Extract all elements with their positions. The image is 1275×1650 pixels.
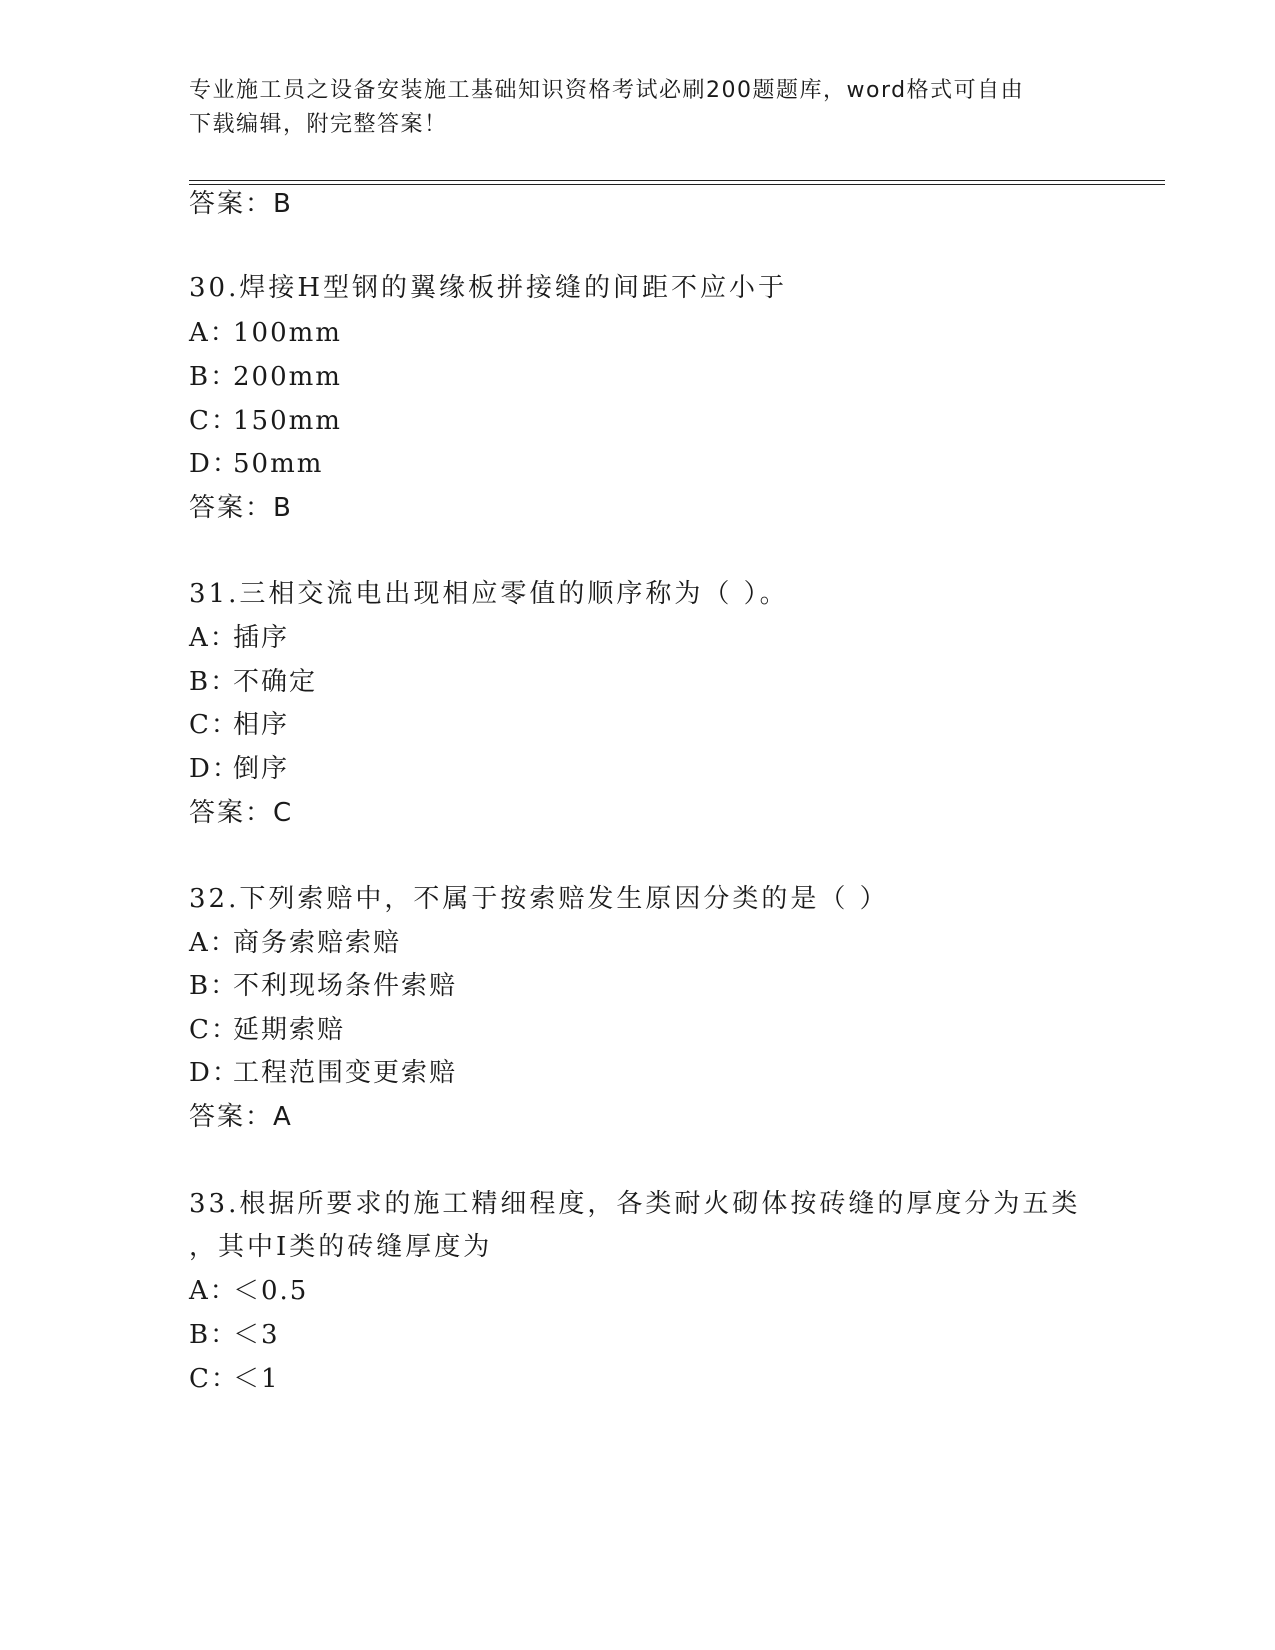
question-31-option-c: [189, 709, 289, 741]
question-31-option-a: [189, 622, 289, 654]
option-text: 延期索赔: [233, 1015, 346, 1045]
option-text: ＜3: [233, 1320, 280, 1350]
header-line-2: 下载编辑，附完整答案！: [189, 112, 448, 137]
option-text: 不确定: [233, 667, 318, 697]
question-32-option-c: [189, 1014, 345, 1046]
option-key: D：: [189, 754, 240, 784]
question-33-line-1: 33.根据所要求的施工精细程度，各类耐火砌体按砖缝的厚度分为五类: [189, 1189, 1081, 1219]
option-key: C：: [189, 406, 239, 436]
question-30-answer: 答案：B: [189, 493, 293, 523]
option-key: D：: [189, 1058, 240, 1088]
question-31-option-d: [189, 753, 289, 785]
question-32-option-b: [189, 970, 457, 1002]
option-text: 相序: [233, 710, 290, 740]
question-31-answer: 答案：C: [189, 798, 294, 828]
question-30-option-a: [189, 317, 342, 349]
question-33-option-c: [189, 1363, 280, 1395]
question-33-option-a: [189, 1275, 308, 1307]
question-33: [189, 1188, 1089, 1263]
question-32-answer: 答案：A: [189, 1102, 293, 1132]
header-divider: [189, 180, 1165, 185]
option-text: 100mm: [233, 318, 342, 348]
option-text: 插序: [233, 623, 290, 653]
option-key: D：: [189, 449, 240, 479]
option-key: B：: [189, 667, 239, 697]
option-key: A：: [189, 623, 238, 653]
option-key: B：: [189, 362, 239, 392]
question-30: 30.焊接H型钢的翼缘板拼接缝的间距不应小于: [189, 273, 788, 303]
option-text: 50mm: [233, 449, 324, 479]
option-key: C：: [189, 1364, 239, 1394]
option-text: ＜1: [233, 1364, 280, 1394]
question-33-line-2: ，其中Ⅰ类的砖缝厚度为: [189, 1232, 493, 1262]
option-text: 150mm: [233, 406, 342, 436]
question-32: 32.下列索赔中，不属于按索赔发生原因分类的是（ ）: [189, 884, 889, 914]
option-text: 倒序: [233, 754, 290, 784]
previous-answer: 答案：B: [189, 189, 293, 219]
header-line-1: 专业施工员之设备安装施工基础知识资格考试必刷200题题库，word格式可自由: [189, 78, 1025, 103]
option-key: A：: [189, 928, 238, 958]
question-31: 31.三相交流电出现相应零值的顺序称为（ ）。: [189, 579, 789, 609]
option-key: B：: [189, 1320, 239, 1350]
option-key: C：: [189, 710, 239, 740]
question-33-option-b: [189, 1319, 280, 1351]
option-text: ＜0.5: [233, 1276, 309, 1306]
option-text: 不利现场条件索赔: [233, 971, 458, 1001]
question-30-option-d: [189, 448, 323, 480]
question-32-option-d: [189, 1057, 457, 1089]
question-30-option-b: [189, 361, 342, 393]
question-32-option-a: [189, 927, 401, 959]
option-key: A：: [189, 318, 238, 348]
question-30-option-c: [189, 405, 342, 437]
option-key: B：: [189, 971, 239, 1001]
option-key: A：: [189, 1276, 238, 1306]
question-31-option-b: [189, 666, 317, 698]
document-header: [189, 74, 1089, 142]
option-text: 商务索赔索赔: [233, 928, 402, 958]
option-text: 工程范围变更索赔: [233, 1058, 458, 1088]
option-key: C：: [189, 1015, 239, 1045]
option-text: 200mm: [233, 362, 342, 392]
